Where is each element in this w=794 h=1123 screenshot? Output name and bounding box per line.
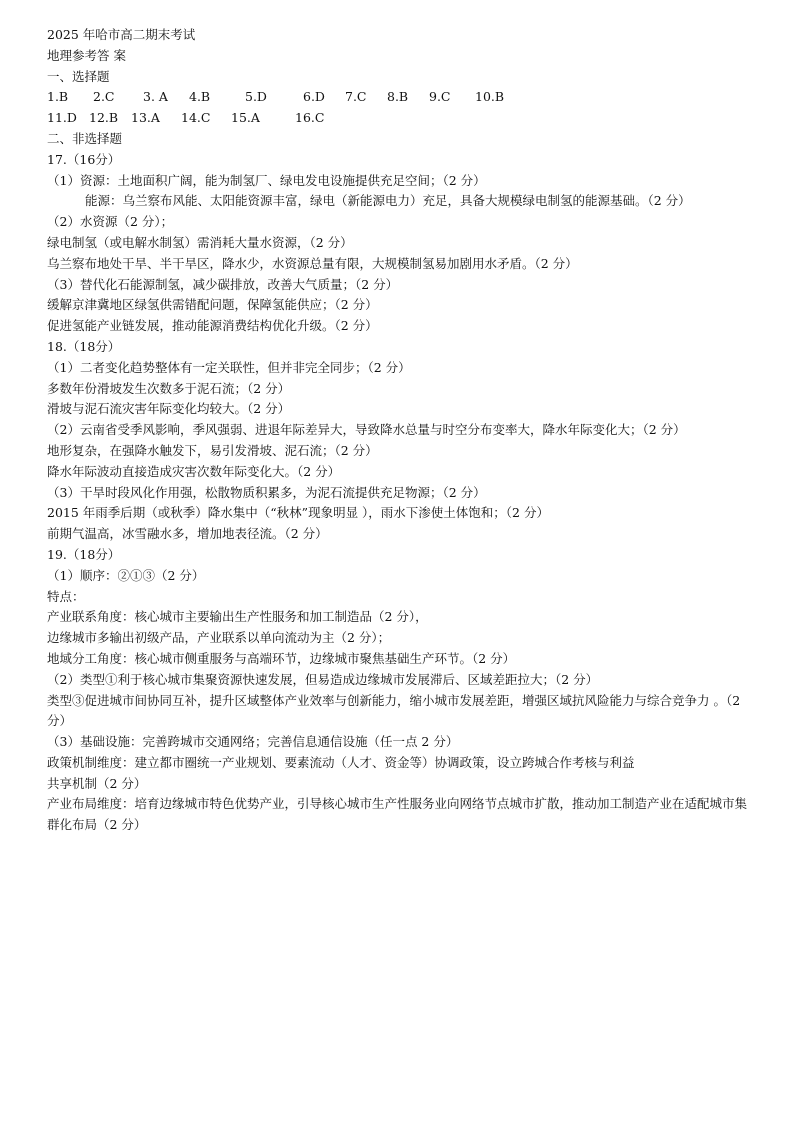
choice-answer: 10.B <box>475 89 505 105</box>
choice-answer: 4.B <box>189 89 211 105</box>
answer-line: 产业联系角度：核心城市主要输出生产性服务和加工制造品（2 分）， <box>47 609 428 625</box>
answer-line: 2015 年雨季后期（或秋季）降水集中（“秋林”现象明显 ），雨水下渗使土体饱和；（2 分） <box>47 505 549 521</box>
section-heading-choice: 一、选择题 <box>47 68 110 84</box>
section-heading-nonchoice: 二、非选择题 <box>47 130 123 146</box>
choice-answer: 8.B <box>387 89 409 105</box>
answer-line: 边缘城市多输出初级产品，产业联系以单向流动为主（2 分）； <box>47 630 391 646</box>
choice-answer: 12.B <box>89 110 119 126</box>
answer-line: 共享机制（2 分） <box>47 775 147 791</box>
answer-line: 地形复杂，在强降水触发下，易引发滑坡、泥石流；（2 分） <box>47 442 378 458</box>
answer-line: 产业布局维度：培育边缘城市特色优势产业，引导核心城市生产性服务业向网络节点城市扩散，推动加工制造产业在适配城市集群化布局（2 分） <box>47 796 748 833</box>
answer-line: 能源：乌兰察布风能、太阳能资源丰富，绿电（新能源电力）充足，具备大规模绿电制氢的能源基础。（2 分） <box>85 193 691 209</box>
answer-line: （3）干旱时段风化作用强，松散物质积累多，为泥石流提供充足物源；（2 分） <box>47 484 486 500</box>
answer-line: 前期气温高，冰雪融水多，增加地表径流。（2 分） <box>47 526 328 542</box>
answer-line: （3）基础设施：完善跨城市交通网络；完善信息通信设施（任一点 2 分） <box>47 734 459 750</box>
answer-line: 政策机制维度：建立都市圈统一产业规划、要素流动（人才、资金等）协调政策，设立跨城合作考核与利益 <box>47 754 635 770</box>
answer-line: 降水年际波动直接造成灾害次数年际变化大。（2 分） <box>47 463 341 479</box>
answer-line: （2）云南省受季风影响，季风强弱、进退年际差异大，导致降水总量与时空分布变率大，降水年际变化大；（2 分） <box>47 422 686 438</box>
choice-answers-row-2 <box>47 108 751 129</box>
choice-answer: 14.C <box>181 110 211 126</box>
choice-answer: 7.C <box>345 89 367 105</box>
choice-answers-row-1 <box>47 87 751 108</box>
choice-answer: 16.C <box>295 110 325 126</box>
exam-title: 2025 年哈市高二期末考试 <box>47 27 196 42</box>
answer-line: 绿电制氢（或电解水制氢）需消耗大量水资源，（2 分） <box>47 234 353 250</box>
question-17-title: 17.（16分） <box>47 151 121 167</box>
answer-key <box>47 25 751 836</box>
choice-answer: 15.A <box>231 110 260 126</box>
answer-line: （1）资源：土地面积广阔，能为制氢厂、绿电发电设施提供充足空间；（2 分） <box>47 172 486 188</box>
answer-line: （2）水资源（2 分）； <box>47 214 174 230</box>
answer-line: 缓解京津冀地区绿氢供需错配问题，保障氢能供应；（2 分） <box>47 297 378 313</box>
choice-answer: 13.A <box>131 110 160 126</box>
answer-line: 类型③促进城市间协同互补，提升区域整体产业效率与创新能力，缩小城市发展差距，增强区域抗风险能力与综合竞争力 。（2 分） <box>47 692 741 729</box>
question-18-title: 18.（18分） <box>47 338 121 354</box>
answer-line: 滑坡与泥石流灾害年际变化均较大。（2 分） <box>47 401 291 417</box>
question-19-title: 19.（18分） <box>47 546 121 562</box>
choice-answer: 1.B <box>47 89 69 105</box>
choice-answer: 2.C <box>93 89 115 105</box>
answer-line: （2）类型①利于核心城市集聚资源快速发展，但易造成边缘城市发展滞后、区域差距拉大；（2 分） <box>47 671 599 687</box>
answer-line: 特点： <box>47 588 85 604</box>
answer-line: 促进氢能产业链发展，推动能源消费结构优化升级。（2 分） <box>47 318 378 334</box>
answer-line: 乌兰察布地处干旱、半干旱区，降水少，水资源总量有限，大规模制氢易加剧用水矛盾。（2 分） <box>47 255 578 271</box>
answer-line: 多数年份滑坡发生次数多于泥石流；（2 分） <box>47 380 291 396</box>
choice-answer: 3. A <box>143 89 168 105</box>
answer-line: （3）替代化石能源制氢，减少碳排放，改善大气质量；（2 分） <box>47 276 399 292</box>
choice-answer: 9.C <box>429 89 451 105</box>
choice-answer: 6.D <box>303 89 325 105</box>
choice-answer: 5.D <box>245 89 267 105</box>
answer-key-title: 地理参考答 案 <box>47 47 126 63</box>
answer-line: （1）二者变化趋势整体有一定关联性，但并非完全同步；（2 分） <box>47 359 411 375</box>
answer-line: 地域分工角度：核心城市侧重服务与高端环节，边缘城市聚焦基础生产环节。（2 分） <box>47 650 516 666</box>
answer-line: （1）顺序：②①③（2 分） <box>47 567 205 583</box>
choice-answer: 11.D <box>47 110 77 126</box>
